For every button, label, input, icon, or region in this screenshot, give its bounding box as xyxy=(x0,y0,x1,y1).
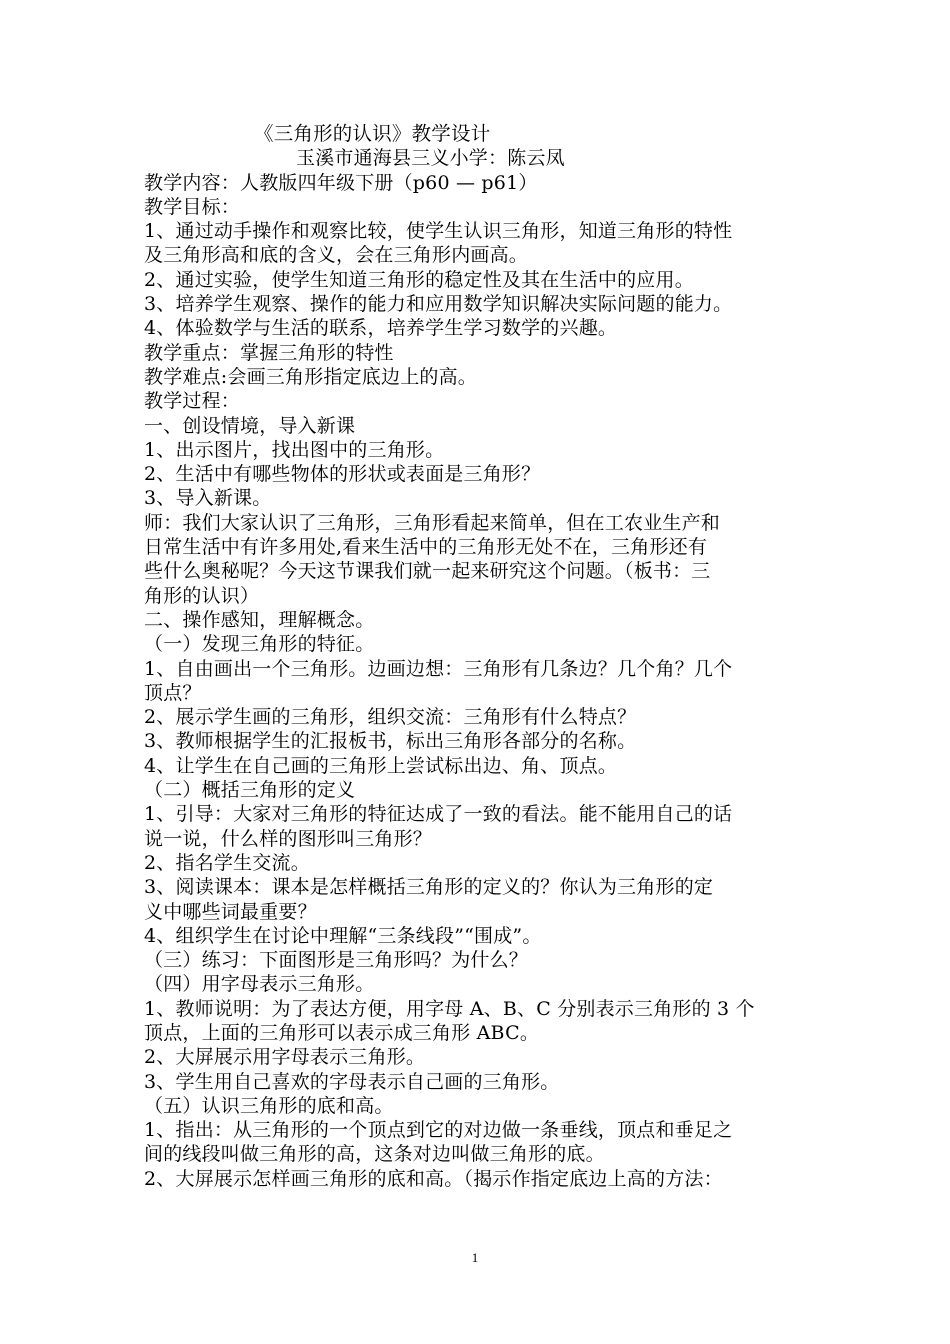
text-line: 教学难点:会画三角形指定底边上的高。 xyxy=(144,365,478,388)
text-line: 4、组织学生在讨论中理解“三条线段”“围成”。 xyxy=(144,924,542,947)
text-line: 一、创设情境，导入新课 xyxy=(144,414,356,437)
text-line: 间的线段叫做三角形的高，这条对边叫做三角形的底。 xyxy=(144,1143,605,1166)
document-lines xyxy=(144,171,810,1191)
text-line: 2、展示学生画的三角形，组织交流：三角形有什么特点？ xyxy=(144,706,637,729)
text-line: 教学目标： xyxy=(144,195,241,218)
text-line: 2、通过实验，使学生知道三角形的稳定性及其在生活中的应用。 xyxy=(144,268,694,291)
text-line: （四）用字母表示三角形。 xyxy=(144,973,375,996)
text-line: 说一说，什么样的图形叫三角形？ xyxy=(144,827,433,850)
text-line: 义中哪些词最重要？ xyxy=(144,900,317,923)
text-line: 角形的认识） xyxy=(144,584,260,607)
text-line: 3、导入新课。 xyxy=(144,487,272,510)
text-line: 2、指名学生交流。 xyxy=(144,851,310,874)
document-author: 玉溪市通海县三义小学：陈云凤 xyxy=(296,147,565,170)
text-line: 1、自由画出一个三角形。边画边想：三角形有几条边？几个角？几个 xyxy=(144,657,733,680)
text-line: 教学内容：人教版四年级下册（p60 — p61） xyxy=(144,171,538,194)
text-line: 教学过程： xyxy=(144,390,241,413)
text-line: 1、引导：大家对三角形的特征达成了一致的看法。能不能用自己的话 xyxy=(144,803,733,826)
text-line: （一）发现三角形的特征。 xyxy=(144,633,375,656)
text-line: 2、生活中有哪些物体的形状或表面是三角形？ xyxy=(144,463,541,486)
page-number: 1 xyxy=(471,1250,479,1265)
text-line: 及三角形高和底的含义，会在三角形内画高。 xyxy=(144,244,529,267)
text-line: 日常生活中有许多用处,看来生活中的三角形无处不在，三角形还有 xyxy=(144,536,708,559)
text-line: 教学重点：掌握三角形的特性 xyxy=(144,341,394,364)
text-line: 顶点，上面的三角形可以表示成三角形 ABC。 xyxy=(144,1021,540,1044)
text-line: 4、让学生在自己画的三角形上尝试标出边、角、顶点。 xyxy=(144,754,618,777)
document-body xyxy=(144,122,810,1191)
text-line: 些什么奥秘呢？今天这节课我们就一起来研究这个问题。（板书：三 xyxy=(144,560,711,583)
text-line: （五）认识三角形的底和高。 xyxy=(144,1094,394,1117)
text-line: 1、通过动手操作和观察比较，使学生认识三角形，知道三角形的特性 xyxy=(144,220,733,243)
document-title: 《三角形的认识》教学设计 xyxy=(254,122,491,145)
text-line: 4、体验数学与生活的联系，培养学生学习数学的兴趣。 xyxy=(144,317,618,340)
text-line: 顶点？ xyxy=(144,681,202,704)
text-line: 3、培养学生观察、操作的能力和应用数学知识解决实际问题的能力。 xyxy=(144,293,733,316)
text-line: 3、教师根据学生的汇报板书，标出三角形各部分的名称。 xyxy=(144,730,637,753)
text-line: 师：我们大家认识了三角形，三角形看起来简单，但在工农业生产和 xyxy=(144,511,721,534)
text-line: 3、阅读课本：课本是怎样概括三角形的定义的？你认为三角形的定 xyxy=(144,876,714,899)
text-line: 1、指出：从三角形的一个顶点到它的对边做一条垂线，顶点和垂足之 xyxy=(144,1119,733,1142)
text-line: 二、操作感知，理解概念。 xyxy=(144,608,375,631)
text-line: 2、大屏展示用字母表示三角形。 xyxy=(144,1046,426,1069)
text-line: 2、大屏展示怎样画三角形的底和高。（揭示作指定底边上高的方法： xyxy=(144,1167,723,1190)
text-line: （三）练习：下面图形是三角形吗？为什么？ xyxy=(144,949,529,972)
text-line: 1、教师说明：为了表达方便，用字母 A、B、C 分别表示三角形的 3 个 xyxy=(144,997,755,1020)
text-line: （二）概括三角形的定义 xyxy=(144,779,356,802)
text-line: 3、学生用自己喜欢的字母表示自己画的三角形。 xyxy=(144,1070,560,1093)
text-line: 1、出示图片，找出图中的三角形。 xyxy=(144,438,445,461)
